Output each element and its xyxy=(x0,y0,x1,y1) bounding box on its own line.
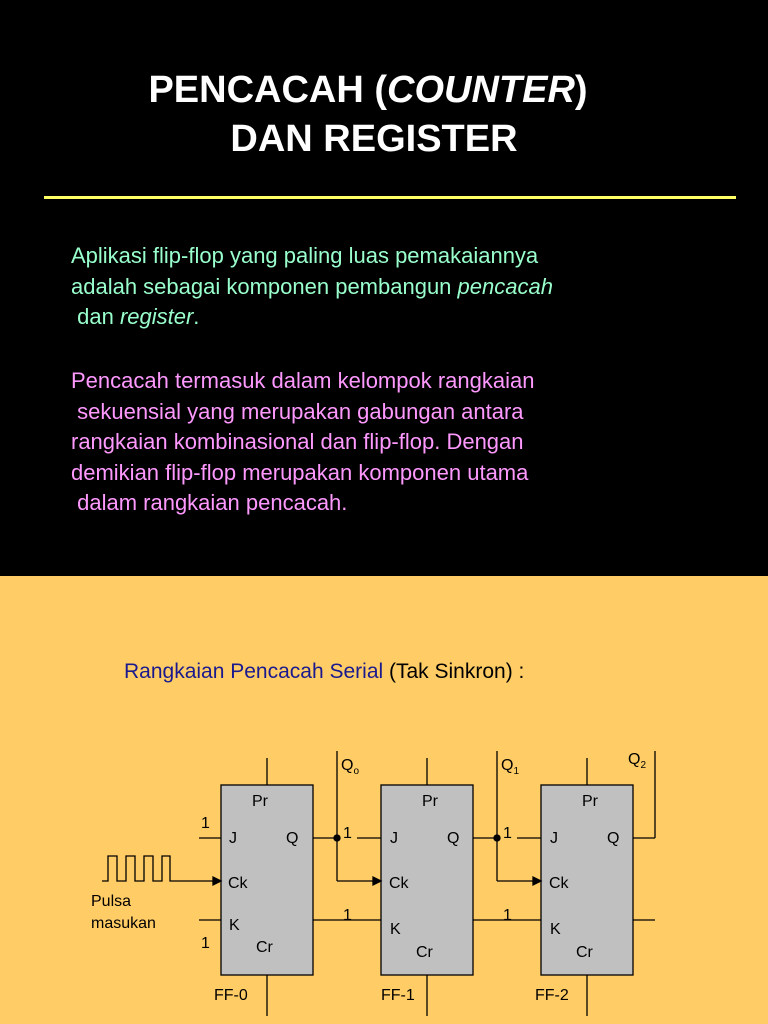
ff0-q-label: Q xyxy=(286,830,299,847)
para2-line1: Pencacah termasuk dalam kelompok rangkaian xyxy=(71,368,535,393)
ff2-j-input-label: 1 xyxy=(503,825,512,842)
q0-label xyxy=(341,757,359,777)
ff1-pr-label: Pr xyxy=(422,793,438,810)
para1-line2b: pencacah xyxy=(457,273,553,299)
ff1-j-label: J xyxy=(390,830,398,847)
para2-line5: dalam rangkaian pencacah. xyxy=(71,490,348,515)
ff2-name: FF-2 xyxy=(535,987,569,1004)
para1-line3a: dan xyxy=(71,304,120,329)
ff0-ck-label: Ck xyxy=(228,875,248,892)
paragraph-1 xyxy=(71,241,553,333)
subtitle-main: Rangkaian Pencacah Serial xyxy=(124,660,384,683)
q1-sub: 1 xyxy=(513,766,520,777)
ff2-ck-label: Ck xyxy=(549,875,569,892)
ff1-k-input-label: 1 xyxy=(343,907,352,924)
ff0-j-label: J xyxy=(229,830,237,847)
para1-line1: Aplikasi flip-flop yang paling luas pemakaiannya xyxy=(71,243,539,268)
pulse-label-line2: masukan xyxy=(91,915,156,932)
ff0-name: FF-0 xyxy=(214,987,248,1004)
ff2-pr-label: Pr xyxy=(582,793,598,810)
q1-label xyxy=(501,757,519,777)
para2-line3: rangkaian kombinasional dan flip-flop. Dengan xyxy=(71,429,524,454)
ff1-k-label: K xyxy=(390,921,401,938)
para2-line4: demikian flip-flop merupakan komponen utama xyxy=(71,459,529,485)
q2-base: Q xyxy=(628,751,641,768)
q2-sub: 2 xyxy=(640,760,647,771)
para1-line3b: register xyxy=(119,304,194,329)
title-text-counter: COUNTER xyxy=(387,69,575,111)
title-text-a: PENCACAH ( xyxy=(148,69,387,111)
subtitle-paren: (Tak Sinkron) : xyxy=(383,660,525,683)
ff2-k-label: K xyxy=(550,921,561,938)
q0-sub: o xyxy=(353,766,360,777)
ff0-j-input-label: 1 xyxy=(201,815,210,832)
q1-base: Q xyxy=(501,757,514,774)
pulse-label-line1: Pulsa xyxy=(91,893,132,910)
title-divider xyxy=(44,196,736,199)
paragraph-2 xyxy=(71,366,534,519)
ff0-pr-label: Pr xyxy=(252,793,268,810)
para1-line2a: adalah sebagai komponen pembangun xyxy=(71,273,458,299)
ff2-k-input-label: 1 xyxy=(503,907,512,924)
ff0-cr-label: Cr xyxy=(256,939,273,956)
ff1-name: FF-1 xyxy=(381,987,415,1004)
q2-label xyxy=(628,751,646,771)
ff2-j-label: J xyxy=(550,830,558,847)
para1-line3c: . xyxy=(193,304,200,329)
q0-base: Q xyxy=(341,757,354,774)
ff1-ck-label: Ck xyxy=(389,875,409,892)
counter-circuit-diagram xyxy=(0,576,768,1024)
ff1-cr-label: Cr xyxy=(416,944,433,961)
ff1-j-input-label: 1 xyxy=(343,825,352,842)
title-text-c: ) xyxy=(574,69,588,111)
ff2-cr-label: Cr xyxy=(576,944,593,961)
ff2-q-label: Q xyxy=(607,830,620,847)
slide-title-line1 xyxy=(0,68,752,112)
ff0-k-label: K xyxy=(229,917,240,934)
ff0-k-input-label: 1 xyxy=(201,935,210,952)
para2-line2: sekuensial yang merupakan gabungan antara xyxy=(71,398,524,424)
slide-title-line2: DAN REGISTER xyxy=(230,118,518,160)
ff1-q-label: Q xyxy=(447,830,460,847)
